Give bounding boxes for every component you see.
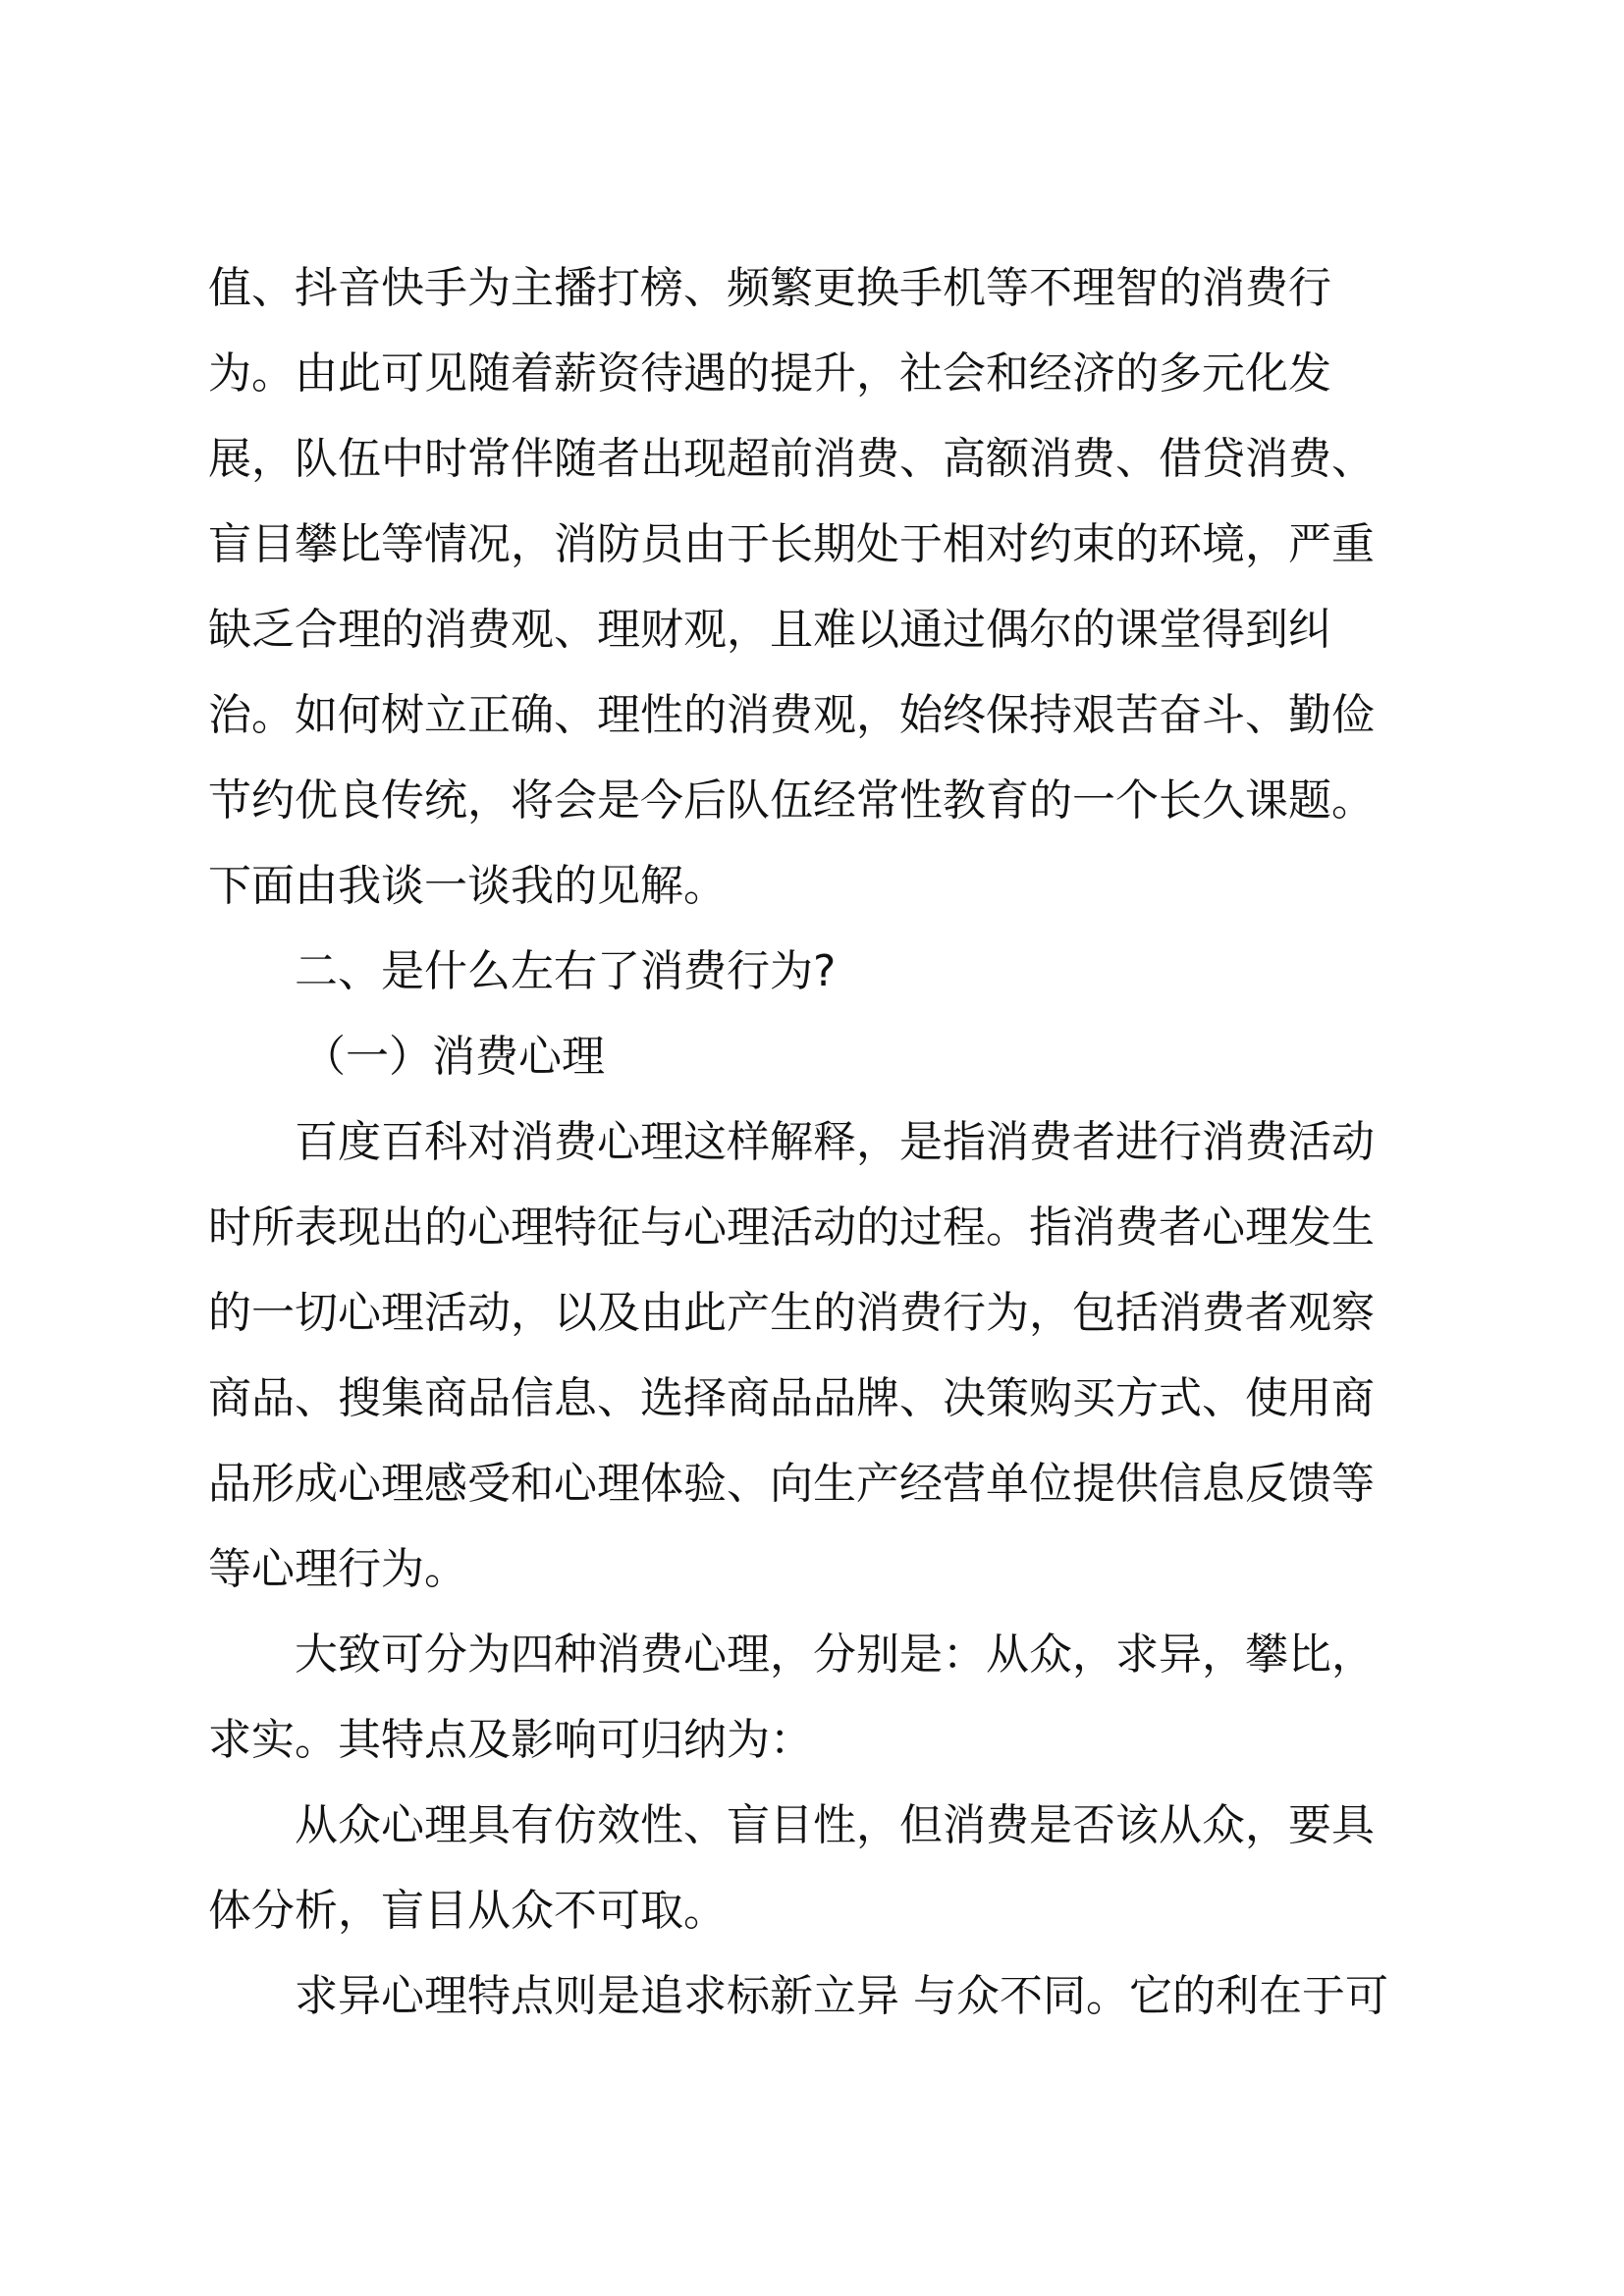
paragraph-first-line: 求异心理特点则是追求标新立异 与众不同。它的利在于可 <box>295 1971 1388 2021</box>
text-line: 体分析，盲目从众不可取。 <box>208 1886 727 1936</box>
text-line: 盲目攀比等情况，消防员由于长期处于相对约束的环境，严重 <box>208 519 1375 569</box>
section-heading: 二、是什么左右了消费行为? <box>295 946 837 996</box>
text-line: 品形成心理感受和心理体验、向生产经营单位提供信息反馈等 <box>208 1459 1375 1509</box>
text-line: 治。如何树立正确、理性的消费观，始终保持艰苦奋斗、勤俭 <box>208 690 1375 740</box>
paragraph-first-line: 百度百科对消费心理这样解释，是指消费者进行消费活动 <box>295 1117 1375 1167</box>
text-line: 的一切心理活动，以及由此产生的消费行为，包括消费者观察 <box>208 1288 1375 1338</box>
paragraph-first-line: 从众心理具有仿效性、盲目性，但消费是否该从众，要具 <box>295 1800 1375 1850</box>
text-line: 缺乏合理的消费观、理财观，且难以通过偶尔的课堂得到纠 <box>208 605 1331 655</box>
text-line: 为。由此可见随着薪资待遇的提升，社会和经济的多元化发 <box>208 348 1331 399</box>
text-line: 时所表现出的心理特征与心理活动的过程。指消费者心理发生 <box>208 1202 1375 1253</box>
text-line: 下面由我谈一谈我的见解。 <box>208 861 727 911</box>
subsection-heading: （一）消费心理 <box>302 1032 605 1082</box>
text-line: 值、抖音快手为主播打榜、频繁更换手机等不理智的消费行 <box>208 263 1331 313</box>
text-line: 商品、搜集商品信息、选择商品品牌、决策购买方式、使用商 <box>208 1373 1375 1423</box>
text-line: 求实。其特点及影响可归纳为： <box>208 1715 813 1765</box>
text-line: 节约优良传统，将会是今后队伍经常性教育的一个长久课题。 <box>208 775 1375 826</box>
body-text <box>208 245 1426 2039</box>
text-line: 展，队伍中时常伴随者出现超前消费、高额消费、借贷消费、 <box>208 434 1375 484</box>
text-line: 等心理行为。 <box>208 1544 467 1594</box>
paragraph-first-line: 大致可分为四种消费心理，分别是：从众，求异，攀比， <box>295 1629 1375 1680</box>
